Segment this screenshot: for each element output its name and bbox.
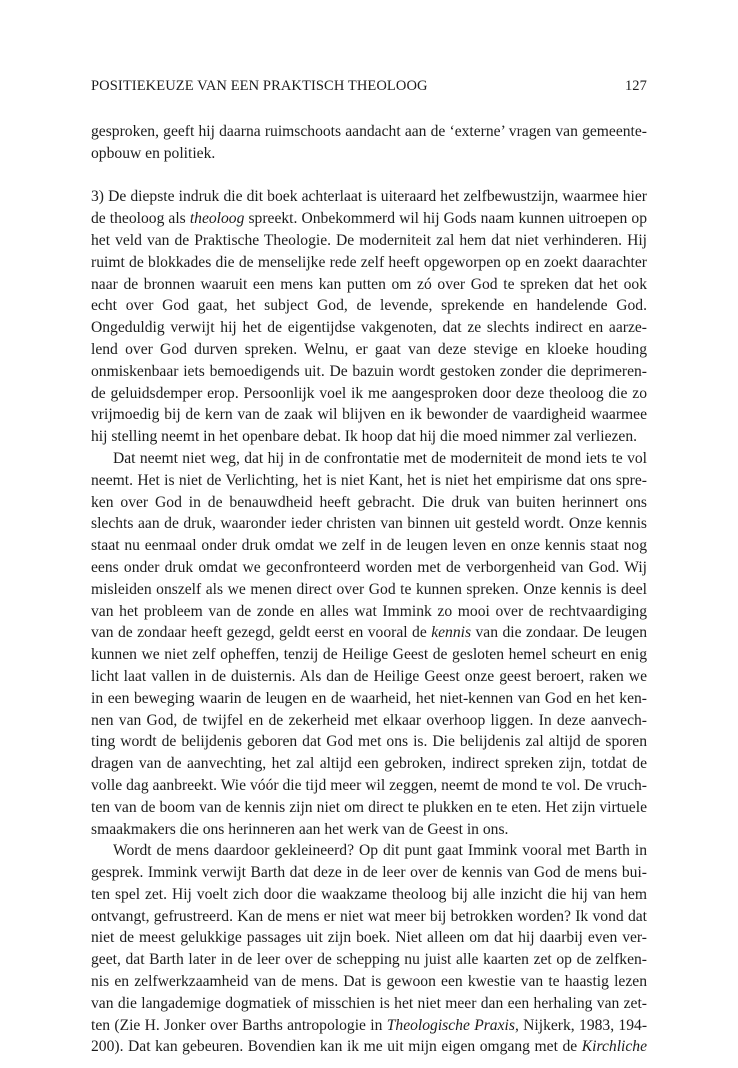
text-line: 3) De diepste indruk die dit boek achterlaat is uiteraard het zelfbewustzijn, waarmee hier <box>91 188 647 206</box>
text-line: gesprek. Immink verwijt Barth dat deze in de leer over de kennis van God de mens bui- <box>91 864 647 882</box>
text-line: de geluidsdemper erop. Persoonlijk voel ik me aangesproken door deze theoloog die zo <box>91 384 647 402</box>
page-number: 127 <box>624 78 647 94</box>
text-line: ting wordt de belijdenis geboren dat God met ons is. Die belijdenis zal altijd de sporen <box>91 733 647 751</box>
text-line: 200). Dat kan gebeuren. Bovendien kan ik me uit mijn eigen omgang met de Kirchliche <box>91 1038 647 1056</box>
paragraph-barth <box>91 840 647 1058</box>
text-line: slechts aan de druk, waaronder ieder christen van binnen uit gesteld wordt. Onze kennis <box>91 515 647 533</box>
text-line: van de zondaar heeft gezegd, geldt eerst en vooral de kennis van die zondaar. De leugen <box>91 624 647 642</box>
text-line: lend over God durven spreken. Welnu, er gaat van deze stevige en kloeke houding <box>91 340 647 358</box>
text-line: het veld van de Praktische Theologie. De moderniteit zal hem dat niet verhinderen. Hij <box>91 231 647 249</box>
paragraph-continuation <box>91 121 647 165</box>
text-line: gesproken, geeft hij daarna ruimschoots aandacht aan de ‘externe’ vragen van gemeente- <box>91 123 647 140</box>
text-line: ten (Zie H. Jonker over Barths antropologie in Theologische Praxis, Nijkerk, 1983, 194- <box>91 1016 648 1034</box>
text-line: de theoloog als theoloog spreekt. Onbekommerd wil hij Gods naam kunnen uitroepen op <box>91 210 647 228</box>
text-line: nis en zelfwerkzaamheid van de mens. Dat is gewoon een kwestie van te haastig lezen <box>91 973 647 991</box>
text-line: nen van God, de twijfel en de zekerheid met elkaar overhoop liggen. In deze aanvech- <box>91 711 647 729</box>
text-line: eens onder druk omdat we geconfronteerd worden met de verborgenheid van God. Wij <box>91 558 647 576</box>
italic-term: Theologische Praxis <box>386 1016 515 1034</box>
text-line: Ongeduldig verwijt hij het de eigentijdse vakgenoten, dat ze slechts indirect en aarze- <box>91 319 647 337</box>
text-line: naar de bronnen waaruit een mens kan putten om zó over God te spreken dat het ook <box>91 275 647 293</box>
text-line: dragen van de aanvechting, het zal altijd een gebroken, indirect spreken zijn, totdat de <box>91 755 647 773</box>
italic-term: kennis <box>431 624 472 642</box>
text-line: hij stelling neemt in het openbare debat. Ik hoop dat hij die moed nimmer zal verliezen. <box>91 428 638 446</box>
text-line: ten spel zet. Hij voelt zich door die waakzame theoloog bij alle inzicht die hij van hem <box>91 885 647 903</box>
body-text <box>91 121 647 1058</box>
text-line: opbouw en politiek. <box>91 144 216 162</box>
italic-term: theoloog <box>189 210 245 228</box>
text-line: volle dag aanbreekt. Wie vóór die tijd meer wil zeggen, neemt de mond te vol. De vruch- <box>91 776 647 794</box>
text-line: in een beweging waarin de leugen en de waarheid, het niet-kennen van God en het ken- <box>91 689 647 707</box>
text-line: van die langademige dogmatiek of misschien is het niet meer dan een herhaling van zet- <box>91 994 647 1012</box>
text-line: ruimt de blokkades die de menselijke rede zelf heeft opgeworpen op en zoekt daarachter <box>91 253 647 271</box>
text-line: neemt. Het is niet de Verlichting, het is niet Kant, het is niet het empirisme dat ons spre- <box>91 471 647 489</box>
text-line: staat nu eenmaal onder druk omdat we zelf in de leugen leven en onze kennis staat nog <box>91 537 647 555</box>
paragraph-gap <box>91 165 647 187</box>
text-line: Dat neemt niet weg, dat hij in de confrontatie met de moderniteit de mond iets te vol <box>113 449 647 467</box>
text-line: kunnen we niet zelf opheffen, tenzij de Heilige Geest de gesloten hemel scheurt en enig <box>91 646 647 664</box>
paragraph-confrontation <box>91 448 647 840</box>
text-line: ken over God in de benauwdheid heeft gebracht. Die druk van buiten herinnert ons <box>91 493 647 511</box>
text-line: echt over God gaat, het subject God, de levende, sprekende en handelende God. <box>91 297 647 315</box>
text-line: geet, dat Barth later in de leer over de schepping nu juist alle kaarten zet op de zelfken- <box>91 951 647 969</box>
text-line: misleiden onszelf als we menen direct over God te kunnen spreken. Onze kennis is deel <box>91 580 647 598</box>
text-line: Wordt de mens daardoor gekleineerd? Op dit punt gaat Immink vooral met Barth in <box>113 842 647 860</box>
italic-term: Kirchliche <box>581 1038 647 1056</box>
text-line: van het probleem van de zonde en alles wat Immink zo mooi over de rechtvaardiging <box>91 602 647 620</box>
text-line: vrijmoedig bij de kern van de zaak wil blijven en ik bewonder de vaardigheid waarmee <box>91 406 647 424</box>
text-line: onmiskenbaar iets bemoedigends uit. De bazuin wordt gestoken zonder die deprimeren- <box>91 362 647 380</box>
text-line: ontvangt, gefrustreerd. Kan de mens er niet wat meer bij betrokken worden? Ik vond dat <box>91 907 647 925</box>
text-line: licht laat vallen in de duisternis. Als dan de Heilige Geest onze geest beroert, raken we <box>91 667 647 685</box>
paragraph-point-3 <box>91 186 647 448</box>
page-header <box>91 78 647 100</box>
text-line: smaakmakers die ons herinneren aan het werk van de Geest in ons. <box>91 820 509 838</box>
text-line: niet de meest gelukkige passages uit zijn boek. Niet alleen om dat hij daarbij even ver- <box>91 929 647 947</box>
running-title: POSITIEKEUZE VAN EEN PRAKTISCH THEOLOOG <box>91 78 428 94</box>
text-line: ten van de boom van de kennis zijn niet om direct te plukken en te eten. Het zijn virtuele <box>91 798 647 816</box>
